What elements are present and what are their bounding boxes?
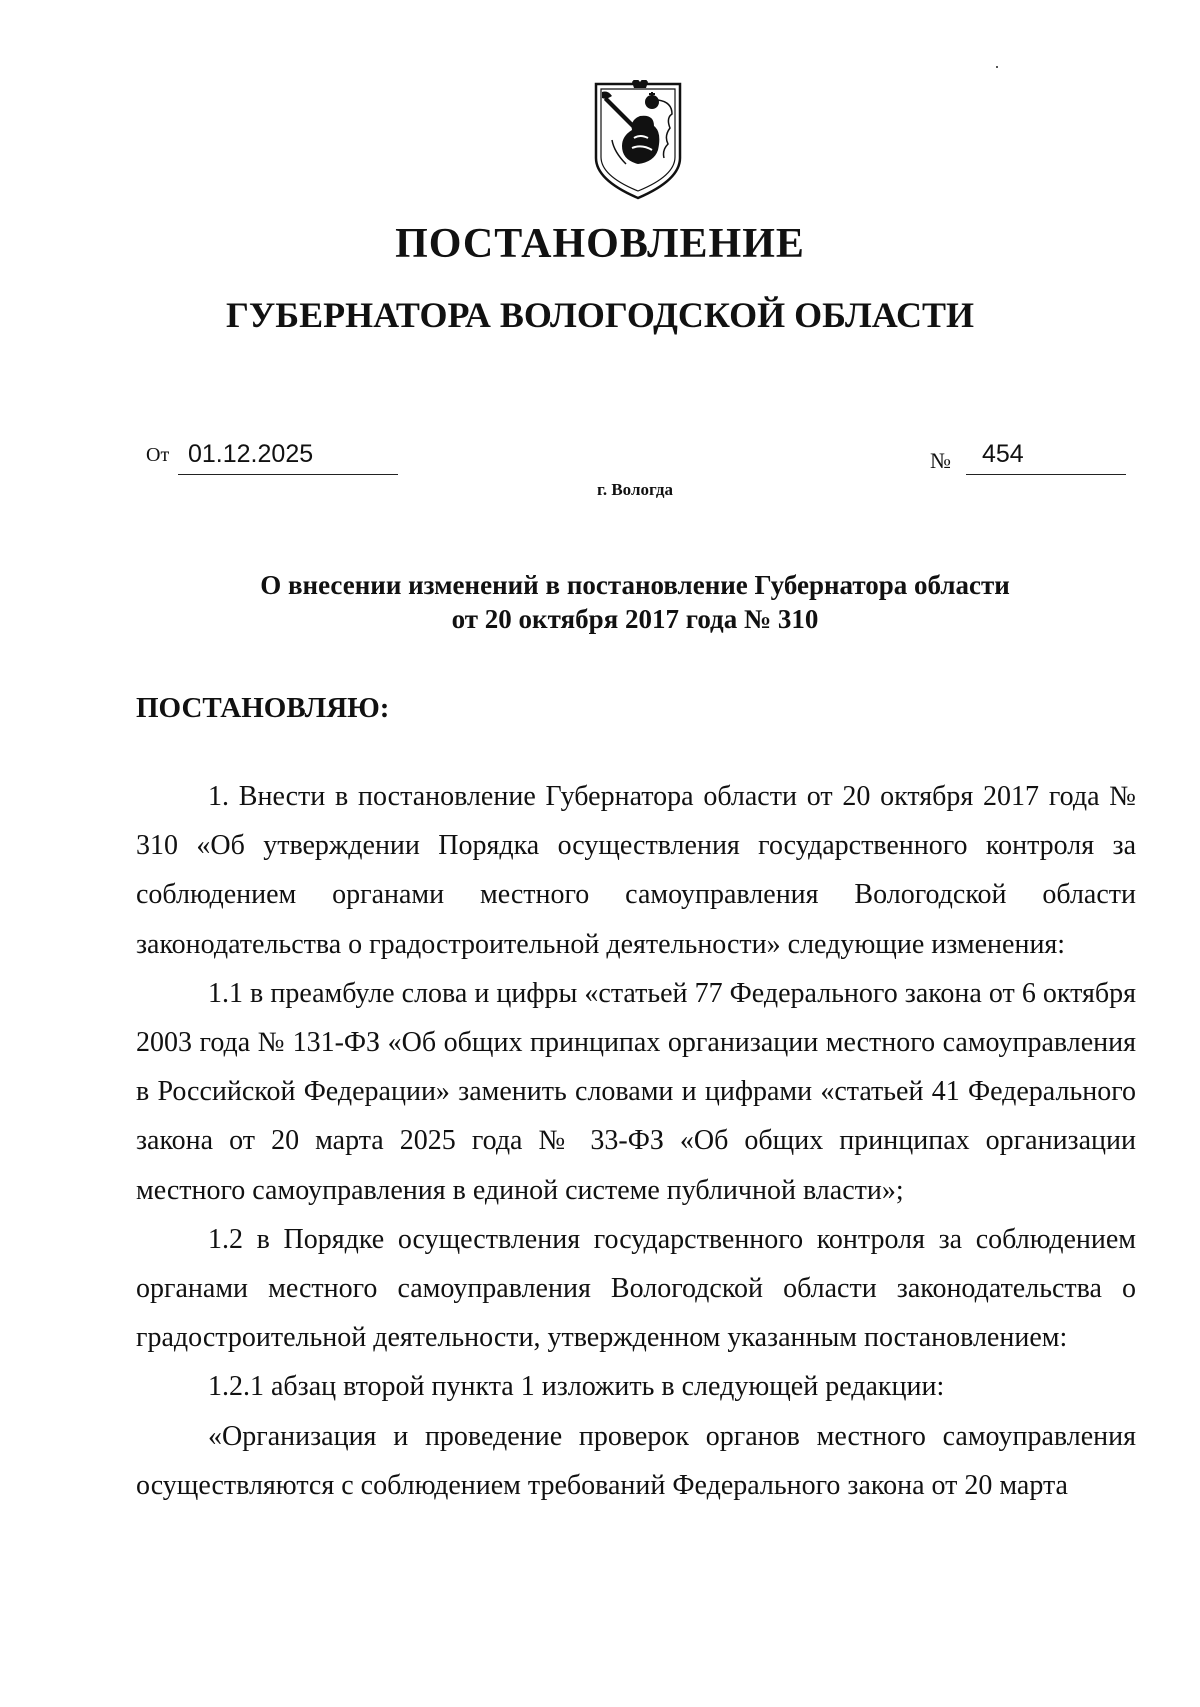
- paragraph: 1. Внести в постановление Губернатора области от 20 октября 2017 года № 310 «Об утверждении Порядка осуществления государственного контроля за соблюдением органами местного самоуправления Вологодской области законодательства о градостроительной деятельности» следующие изменения:: [136, 781, 1136, 960]
- decree-word: ПОСТАНОВЛЯЮ:: [136, 692, 390, 724]
- subject-line-1: О внесении изменений в постановление Губернатора области: [260, 570, 1010, 600]
- paragraph: 1.2 в Порядке осуществления государственного контроля за соблюдением органами местного самоуправления Вологодской области законодательства о градостроительной деятельности, утвержденном указанным постановлением:: [136, 1223, 1136, 1354]
- document-subtitle: ГУБЕРНАТОРА ВОЛОГОДСКОЙ ОБЛАСТИ: [225, 295, 975, 335]
- subject-line-2: от 20 октября 2017 года № 310: [451, 604, 819, 634]
- number-value: 454: [966, 440, 1126, 475]
- date-label: От: [146, 444, 170, 466]
- coat-of-arms-icon: [592, 80, 684, 202]
- document-title: ПОСТАНОВЛЕНИЕ: [395, 221, 805, 267]
- paragraph: «Организация и проведение проверок органов местного самоуправления осуществляются с соблюдением требований Федерального закона от 20 марта: [136, 1420, 1136, 1501]
- number-label: №: [930, 448, 951, 473]
- city: г. Вологда: [597, 480, 673, 499]
- paragraph: 1.2.1 абзац второй пункта 1 изложить в следующей редакции:: [208, 1371, 945, 1403]
- document-subject: [0, 568, 1200, 636]
- scan-speck: [996, 66, 998, 68]
- document-body: [136, 772, 1136, 1510]
- paragraph: 1.1 в преамбуле слова и цифры «статьей 77 Федерального закона от 6 октября 2003 года № 131-ФЗ «Об общих принципах организации местного самоуправления в Российской Федерации» заменить словами и цифрами «статьей 41 Федерального закона от 20 марта 2025 года № 33-ФЗ «Об общих принципах организации местного самоуправления в единой системе публичной власти»;: [136, 977, 1136, 1206]
- date-value: 01.12.2025: [178, 440, 398, 475]
